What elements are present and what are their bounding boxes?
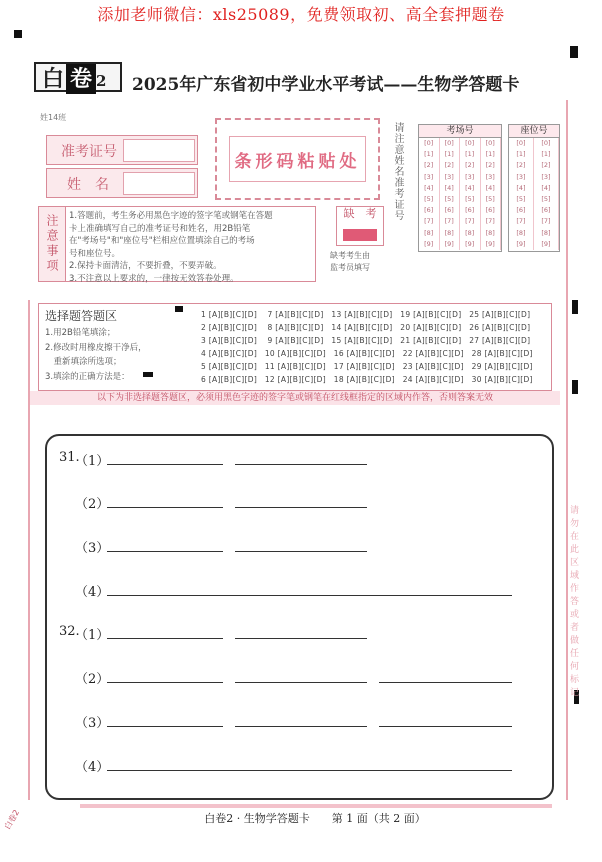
badge-prefix: 白	[42, 66, 65, 92]
digit-bubble[interactable]: [1]	[460, 149, 481, 160]
answer-line[interactable]	[235, 507, 367, 508]
digit-bubble[interactable]: [5]	[481, 194, 502, 205]
digit-bubble[interactable]: [0]	[440, 138, 461, 149]
q31-part-3: （3）	[75, 541, 110, 556]
digit-bubble[interactable]: [7]	[509, 216, 534, 227]
answer-line[interactable]	[107, 507, 223, 508]
grid-row	[509, 216, 559, 227]
q32-part-3: （3）	[75, 716, 110, 731]
notice-line: 3.不注意以上要求的，一律按无效答卷处理。	[69, 273, 239, 284]
digit-bubble[interactable]: [9]	[419, 239, 440, 250]
digit-bubble[interactable]: [5]	[460, 194, 481, 205]
digit-bubble[interactable]: [6]	[509, 205, 534, 216]
answer-area[interactable]	[45, 434, 554, 800]
timing-mark	[572, 380, 578, 394]
badge-num: 2	[96, 72, 107, 90]
timing-mark	[570, 46, 578, 58]
digit-bubble[interactable]: [8]	[509, 228, 534, 239]
missing-exam-bubble[interactable]	[343, 229, 377, 241]
digit-bubble[interactable]: [7]	[481, 216, 502, 227]
digit-bubble[interactable]: [1]	[534, 149, 559, 160]
answer-line[interactable]	[379, 682, 512, 683]
digit-bubble[interactable]: [6]	[481, 205, 502, 216]
answer-line[interactable]	[235, 551, 367, 552]
answer-line[interactable]	[107, 551, 223, 552]
q31-part-2: （2）	[75, 497, 110, 512]
grid-row	[419, 138, 501, 149]
digit-bubble[interactable]: [0]	[460, 138, 481, 149]
digit-bubble[interactable]: [0]	[534, 138, 559, 149]
choice-row[interactable]: 3 [A][B][C][D] 9 [A][B][C][D] 15 [A][B][C][D] 21 [A][B][C][D] 27 [A][B][C][D]	[201, 336, 531, 345]
digit-bubble[interactable]: [2]	[534, 160, 559, 171]
q31-part-1: （1）	[75, 454, 110, 469]
missing-exam-note	[330, 250, 396, 274]
grid-row	[419, 194, 501, 205]
grid-row	[509, 160, 559, 171]
grid-row	[419, 160, 501, 171]
choice-note: 2.修改时用橡皮擦干净后，	[45, 343, 147, 353]
digit-bubble[interactable]: [9]	[509, 239, 534, 250]
choice-row[interactable]: 1 [A][B][C][D] 7 [A][B][C][D] 13 [A][B][C][D] 19 [A][B][C][D] 25 [A][B][C][D]	[201, 310, 531, 319]
digit-bubble[interactable]: [5]	[440, 194, 461, 205]
choice-note: 重新填涂所选项；	[45, 357, 122, 367]
digit-bubble[interactable]: [8]	[481, 228, 502, 239]
digit-bubble[interactable]: [4]	[534, 183, 559, 194]
choice-note: 3.填涂的正确方法是：	[45, 372, 130, 382]
digit-bubble[interactable]: [5]	[534, 194, 559, 205]
page-footer: 白卷2 · 生物学答题卡 第 1 面（共 2 面）	[204, 812, 426, 825]
digit-bubble[interactable]: [6]	[419, 205, 440, 216]
digit-bubble[interactable]: [8]	[534, 228, 559, 239]
notice-body	[69, 210, 311, 285]
notice-line: 在"考场号"和"座位号"栏相应位置填涂自己的考场	[69, 236, 255, 246]
seat-grid	[508, 124, 560, 252]
choice-title: 选择题答题区	[45, 309, 118, 323]
digit-bubble[interactable]: [7]	[534, 216, 559, 227]
choice-answer-area	[38, 303, 552, 391]
grid-row	[509, 239, 559, 250]
barcode-area	[215, 118, 380, 200]
digit-bubble[interactable]: [2]	[419, 160, 440, 171]
grid-row	[419, 239, 501, 250]
missing-exam-label: 缺 考	[343, 207, 377, 220]
answer-line[interactable]	[235, 638, 367, 639]
digit-bubble[interactable]: [3]	[460, 172, 481, 183]
digit-bubble[interactable]: [0]	[419, 138, 440, 149]
answer-line[interactable]	[107, 682, 223, 683]
page-title: 2025年广东省初中学业水平考试——生物学答题卡	[132, 75, 520, 95]
grid-row	[509, 194, 559, 205]
digit-bubble[interactable]: [8]	[419, 228, 440, 239]
digit-bubble[interactable]: [1]	[419, 149, 440, 160]
missing-note-line: 监考员填写	[330, 263, 370, 272]
notice-line: 卡上准确填写自己的准考证号和姓名，用2B铅笔	[69, 223, 251, 234]
digit-bubble[interactable]: [4]	[440, 183, 461, 194]
answer-line[interactable]	[107, 595, 512, 596]
timing-mark	[572, 300, 578, 314]
digit-bubble[interactable]: [2]	[481, 160, 502, 171]
notice-line: 号和座位号。	[69, 248, 121, 259]
digit-bubble[interactable]: [3]	[509, 172, 534, 183]
digit-bubble[interactable]: [1]	[509, 149, 534, 160]
notice-line: 2.保持卡面清洁，不要折叠，不要弄破。	[69, 261, 222, 271]
digit-bubble[interactable]: [3]	[534, 172, 559, 183]
correct-fill-sample	[143, 372, 153, 377]
grid-row	[509, 138, 559, 149]
digit-bubble[interactable]: [6]	[440, 205, 461, 216]
non-choice-tip: 以下为非选择题答题区，必须用黑色字迹的签字笔或钢笔在红线框指定的区域内作答，否则答案无效	[30, 391, 560, 405]
exam-number-input[interactable]	[123, 139, 195, 162]
grid-row	[419, 205, 501, 216]
digit-bubble[interactable]: [4]	[419, 183, 440, 194]
choice-row[interactable]: 5 [A][B][C][D] 11 [A][B][C][D] 17 [A][B][C][D] 23 [A][B][C][D] 29 [A][B][C][D]	[201, 362, 533, 371]
digit-bubble[interactable]: [9]	[440, 239, 461, 250]
answer-line[interactable]	[235, 726, 367, 727]
seat-grid-title: 座位号	[509, 125, 559, 138]
exam-room-grid	[418, 124, 502, 252]
grid-row	[509, 205, 559, 216]
missing-exam-box	[336, 206, 384, 246]
digit-bubble[interactable]: [4]	[481, 183, 502, 194]
q32-part-1: （1）	[75, 628, 110, 643]
grid-row	[419, 149, 501, 160]
choice-row[interactable]: 4 [A][B][C][D] 10 [A][B][C][D] 16 [A][B][C][D] 22 [A][B][C][D] 28 [A][B][C][D]	[201, 349, 533, 358]
barcode-label: 条形码粘贴处	[229, 136, 366, 182]
notice-box	[38, 206, 316, 282]
answer-line[interactable]	[107, 726, 223, 727]
digit-bubble[interactable]: [3]	[481, 172, 502, 183]
digit-bubble[interactable]: [7]	[419, 216, 440, 227]
choice-row[interactable]: 2 [A][B][C][D] 8 [A][B][C][D] 14 [A][B][C][D] 20 [A][B][C][D] 26 [A][B][C][D]	[201, 323, 531, 332]
q32-number: 32.	[59, 624, 80, 639]
answer-line[interactable]	[235, 464, 367, 465]
digit-bubble[interactable]: [7]	[460, 216, 481, 227]
side-warning: 请勿在此区域作答或者做任何标记	[568, 505, 578, 700]
digit-bubble[interactable]: [1]	[481, 149, 502, 160]
choice-row[interactable]: 6 [A][B][C][D] 12 [A][B][C][D] 18 [A][B][C][D] 24 [A][B][C][D] 30 [A][B][C][D]	[201, 375, 533, 384]
grid-row	[509, 183, 559, 194]
vertical-note: 请注意姓名准考证号	[392, 122, 403, 221]
footer-bar	[80, 804, 552, 808]
digit-bubble[interactable]: [1]	[440, 149, 461, 160]
grid-row	[509, 172, 559, 183]
digit-bubble[interactable]: [9]	[534, 239, 559, 250]
grid-row	[419, 172, 501, 183]
name-field[interactable]	[46, 168, 198, 198]
q31-part-4: （4）	[75, 585, 110, 600]
digit-bubble[interactable]: [3]	[419, 172, 440, 183]
answer-line[interactable]	[235, 682, 367, 683]
q32-part-2: （2）	[75, 672, 110, 687]
digit-bubble[interactable]: [9]	[460, 239, 481, 250]
digit-bubble[interactable]: [3]	[440, 172, 461, 183]
digit-bubble[interactable]: [2]	[509, 160, 534, 171]
exam-number-label: 准考证号	[61, 144, 117, 160]
notice-title: 注意事项	[39, 207, 66, 281]
grid-row	[419, 228, 501, 239]
digit-bubble[interactable]: [8]	[460, 228, 481, 239]
grid-row	[419, 216, 501, 227]
answer-line[interactable]	[107, 638, 223, 639]
promo-banner: 添加老师微信：xls25089，免费领取初、高全套押题卷	[97, 5, 505, 24]
name-label: 姓 名	[67, 177, 109, 193]
digit-bubble[interactable]: [4]	[509, 183, 534, 194]
answer-line[interactable]	[107, 464, 223, 465]
answer-line[interactable]	[107, 770, 512, 771]
digit-bubble[interactable]: [5]	[419, 194, 440, 205]
choice-note: 1.用2B铅笔填涂；	[45, 328, 116, 338]
exam-number-field[interactable]	[46, 135, 198, 165]
name-input[interactable]	[123, 172, 195, 195]
timing-mark	[14, 30, 22, 38]
digit-bubble[interactable]: [8]	[440, 228, 461, 239]
paper-badge	[34, 62, 122, 92]
digit-bubble[interactable]: [2]	[460, 160, 481, 171]
grid-row	[509, 149, 559, 160]
corner-tag: 白卷2	[2, 808, 22, 831]
exam-room-rows	[419, 138, 501, 250]
grid-row	[509, 228, 559, 239]
digit-bubble[interactable]: [0]	[481, 138, 502, 149]
digit-bubble[interactable]: [6]	[534, 205, 559, 216]
missing-note-line: 缺考考生由	[330, 251, 370, 260]
digit-bubble[interactable]: [0]	[509, 138, 534, 149]
digit-bubble[interactable]: [6]	[460, 205, 481, 216]
seat-label: 姓14班	[40, 113, 67, 122]
notice-line: 1.答题前，考生务必用黑色字迹的签字笔或钢笔在答题	[69, 211, 273, 221]
grid-row	[419, 183, 501, 194]
seat-rows	[509, 138, 559, 250]
digit-bubble[interactable]: [9]	[481, 239, 502, 250]
answer-line[interactable]	[379, 726, 512, 727]
q32-part-4: （4）	[75, 760, 110, 775]
q31-number: 31.	[59, 450, 80, 465]
digit-bubble[interactable]: [5]	[509, 194, 534, 205]
exam-room-grid-title: 考场号	[419, 125, 501, 138]
badge-label: 卷	[66, 64, 96, 94]
digit-bubble[interactable]: [7]	[440, 216, 461, 227]
digit-bubble[interactable]: [2]	[440, 160, 461, 171]
digit-bubble[interactable]: [4]	[460, 183, 481, 194]
sheet-left-border	[28, 300, 30, 800]
